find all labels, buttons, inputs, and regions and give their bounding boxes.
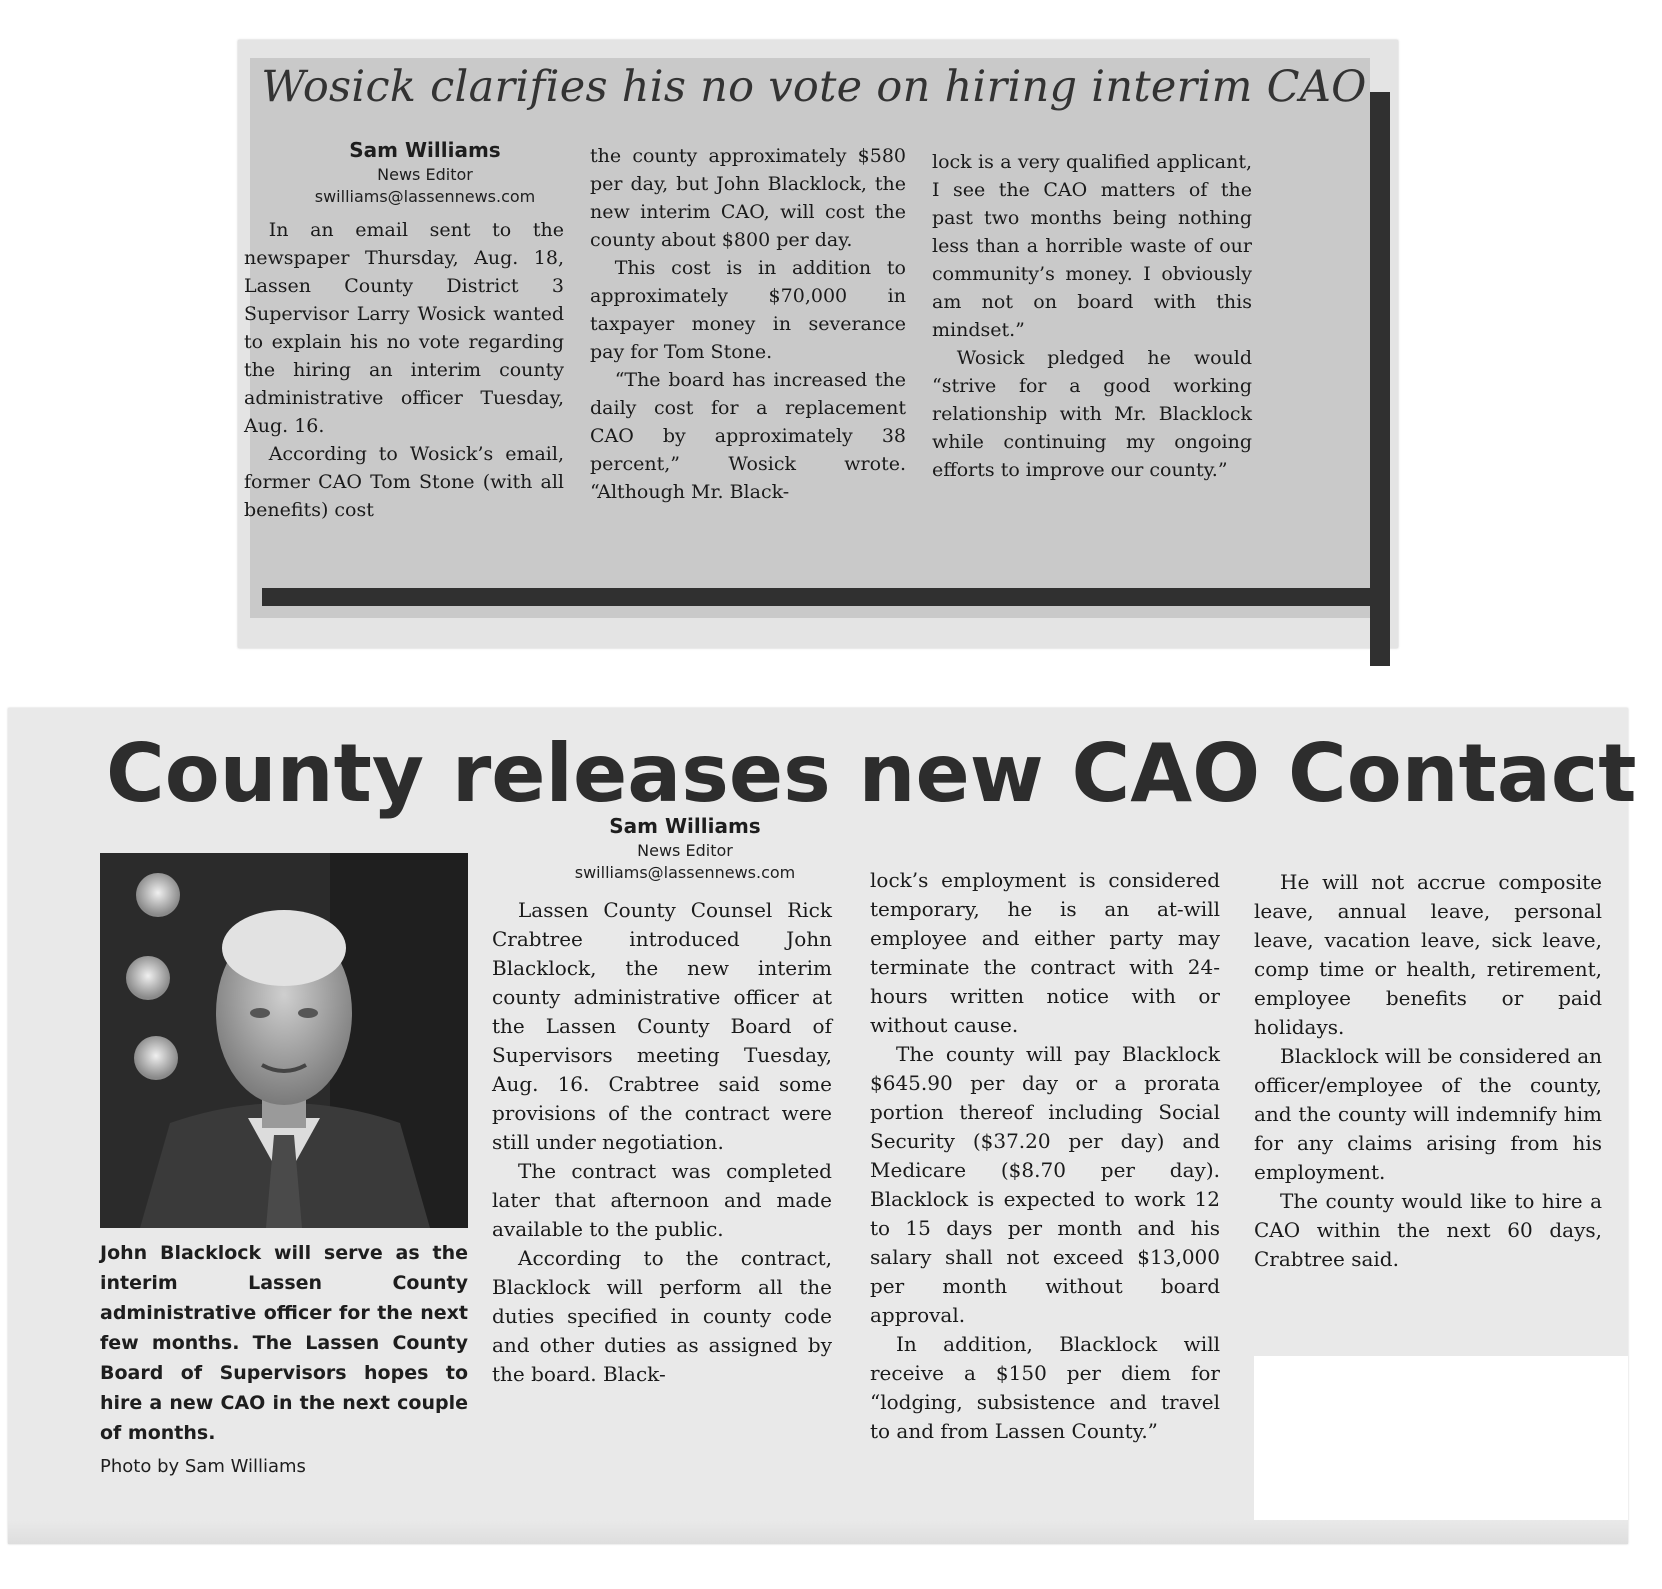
column-2 (590, 142, 906, 506)
byline-role: News Editor (637, 841, 733, 860)
paragraph: Blacklock will be considered an officer/employee of the county, and the county will indemnify him for any claims arising from his employment. (1254, 1044, 1602, 1184)
paragraph: He will not accrue composite leave, annual leave, personal leave, vacation leave, sick leave, comp time or health, retirement, employee benefits or paid holidays. (1254, 870, 1602, 1039)
paragraph: According to the contract, Blacklock will perform all the duties specified in county code and other duties as assigned by the board. Black- (492, 1246, 832, 1386)
paragraph: This cost is in addition to approximately $70,000 in taxpayer money in severance pay for Tom Stone. (590, 257, 906, 363)
byline-name: Sam Williams (609, 814, 761, 838)
column-1 (244, 216, 564, 524)
byline (520, 812, 850, 884)
column-2 (870, 866, 1220, 1446)
article-clipping-wosick (238, 40, 1398, 648)
headline: Wosick clarifies his no vote on hiring interim CAO (261, 62, 1367, 112)
paragraph: The county would like to hire a CAO within the next 60 days, Crabtree said. (1254, 1189, 1602, 1271)
portrait-photo-icon (100, 853, 468, 1228)
paragraph: Lassen County Counsel Rick Crabtree introduced John Blacklock, the new interim county administrative officer at the Lassen County Board of Supervisors meeting Tuesday, Aug. 16. Crabtree said some provisions of the contract were still under negotiation. (492, 898, 832, 1154)
paper-torn-edge (8, 1520, 1628, 1544)
paragraph: lock is a very qualified applicant, I see the CAO matters of the past two months being nothing less than a horrible waste of our community’s money. I obviously am not on board with this mindset.” (932, 151, 1252, 341)
shadow-rule-right (1370, 92, 1390, 666)
paragraph: lock’s employment is considered temporary, he is an at-will employee and either party may terminate the contract with 24-hours written notice with or without cause. (870, 868, 1220, 1037)
article-clipping-cao-contract (8, 708, 1637, 1544)
paragraph: Wosick pledged he would “strive for a good working relationship with Mr. Blacklock while continuing my ongoing efforts to improve our county.” (932, 347, 1252, 481)
paper-cutout (1254, 1356, 1628, 1544)
paragraph: the county approximately $580 per day, but John Blacklock, the new interim CAO, will cost the county about $800 per day. (590, 145, 906, 251)
paragraph: In an email sent to the newspaper Thursday, Aug. 18, Lassen County District 3 Supervisor Larry Wosick wanted to explain his no vote regarding the hiring an interim county administrative officer Tuesday, Aug. 16. (244, 219, 564, 437)
byline (280, 136, 570, 208)
paragraph: The contract was completed later that afternoon and made available to the public. (492, 1159, 832, 1241)
paragraph: According to Wosick’s email, former CAO Tom Stone (with all benefits) cost (244, 443, 564, 521)
photo-john-blacklock (100, 853, 468, 1228)
photo-caption: John Blacklock will serve as the interim Lassen County administrative officer for the next few months. The Lassen County Board of Supervisors hopes to hire a new CAO in the next couple of months. (100, 1242, 468, 1444)
shadow-rule-bottom (262, 588, 1390, 606)
byline-name: Sam Williams (349, 138, 501, 162)
photo-credit: Photo by Sam Williams (100, 1456, 306, 1477)
paragraph: In addition, Blacklock will receive a $150 per diem for “lodging, subsistence and travel to and from Lassen County.” (870, 1332, 1220, 1443)
byline-role: News Editor (377, 165, 473, 184)
byline-email: swilliams@lassennews.com (314, 187, 536, 206)
byline-email: swilliams@lassennews.com (574, 863, 796, 882)
column-3 (1254, 868, 1602, 1274)
headline: County releases new CAO Contact (106, 727, 1637, 820)
column-3 (932, 148, 1252, 484)
column-1 (492, 896, 832, 1389)
paragraph: “The board has increased the daily cost for a replacement CAO by approximately 38 percent,” Wosick wrote. “Although Mr. Black- (590, 369, 906, 503)
paragraph: The county will pay Blacklock $645.90 per day or a prorata portion thereof including Social Security ($37.20 per day) and Medicare ($8.70 per day). Blacklock is expected to work 12 to 15 days per month and his salary shall not exceed $13,000 per month without board approval. (870, 1042, 1220, 1327)
